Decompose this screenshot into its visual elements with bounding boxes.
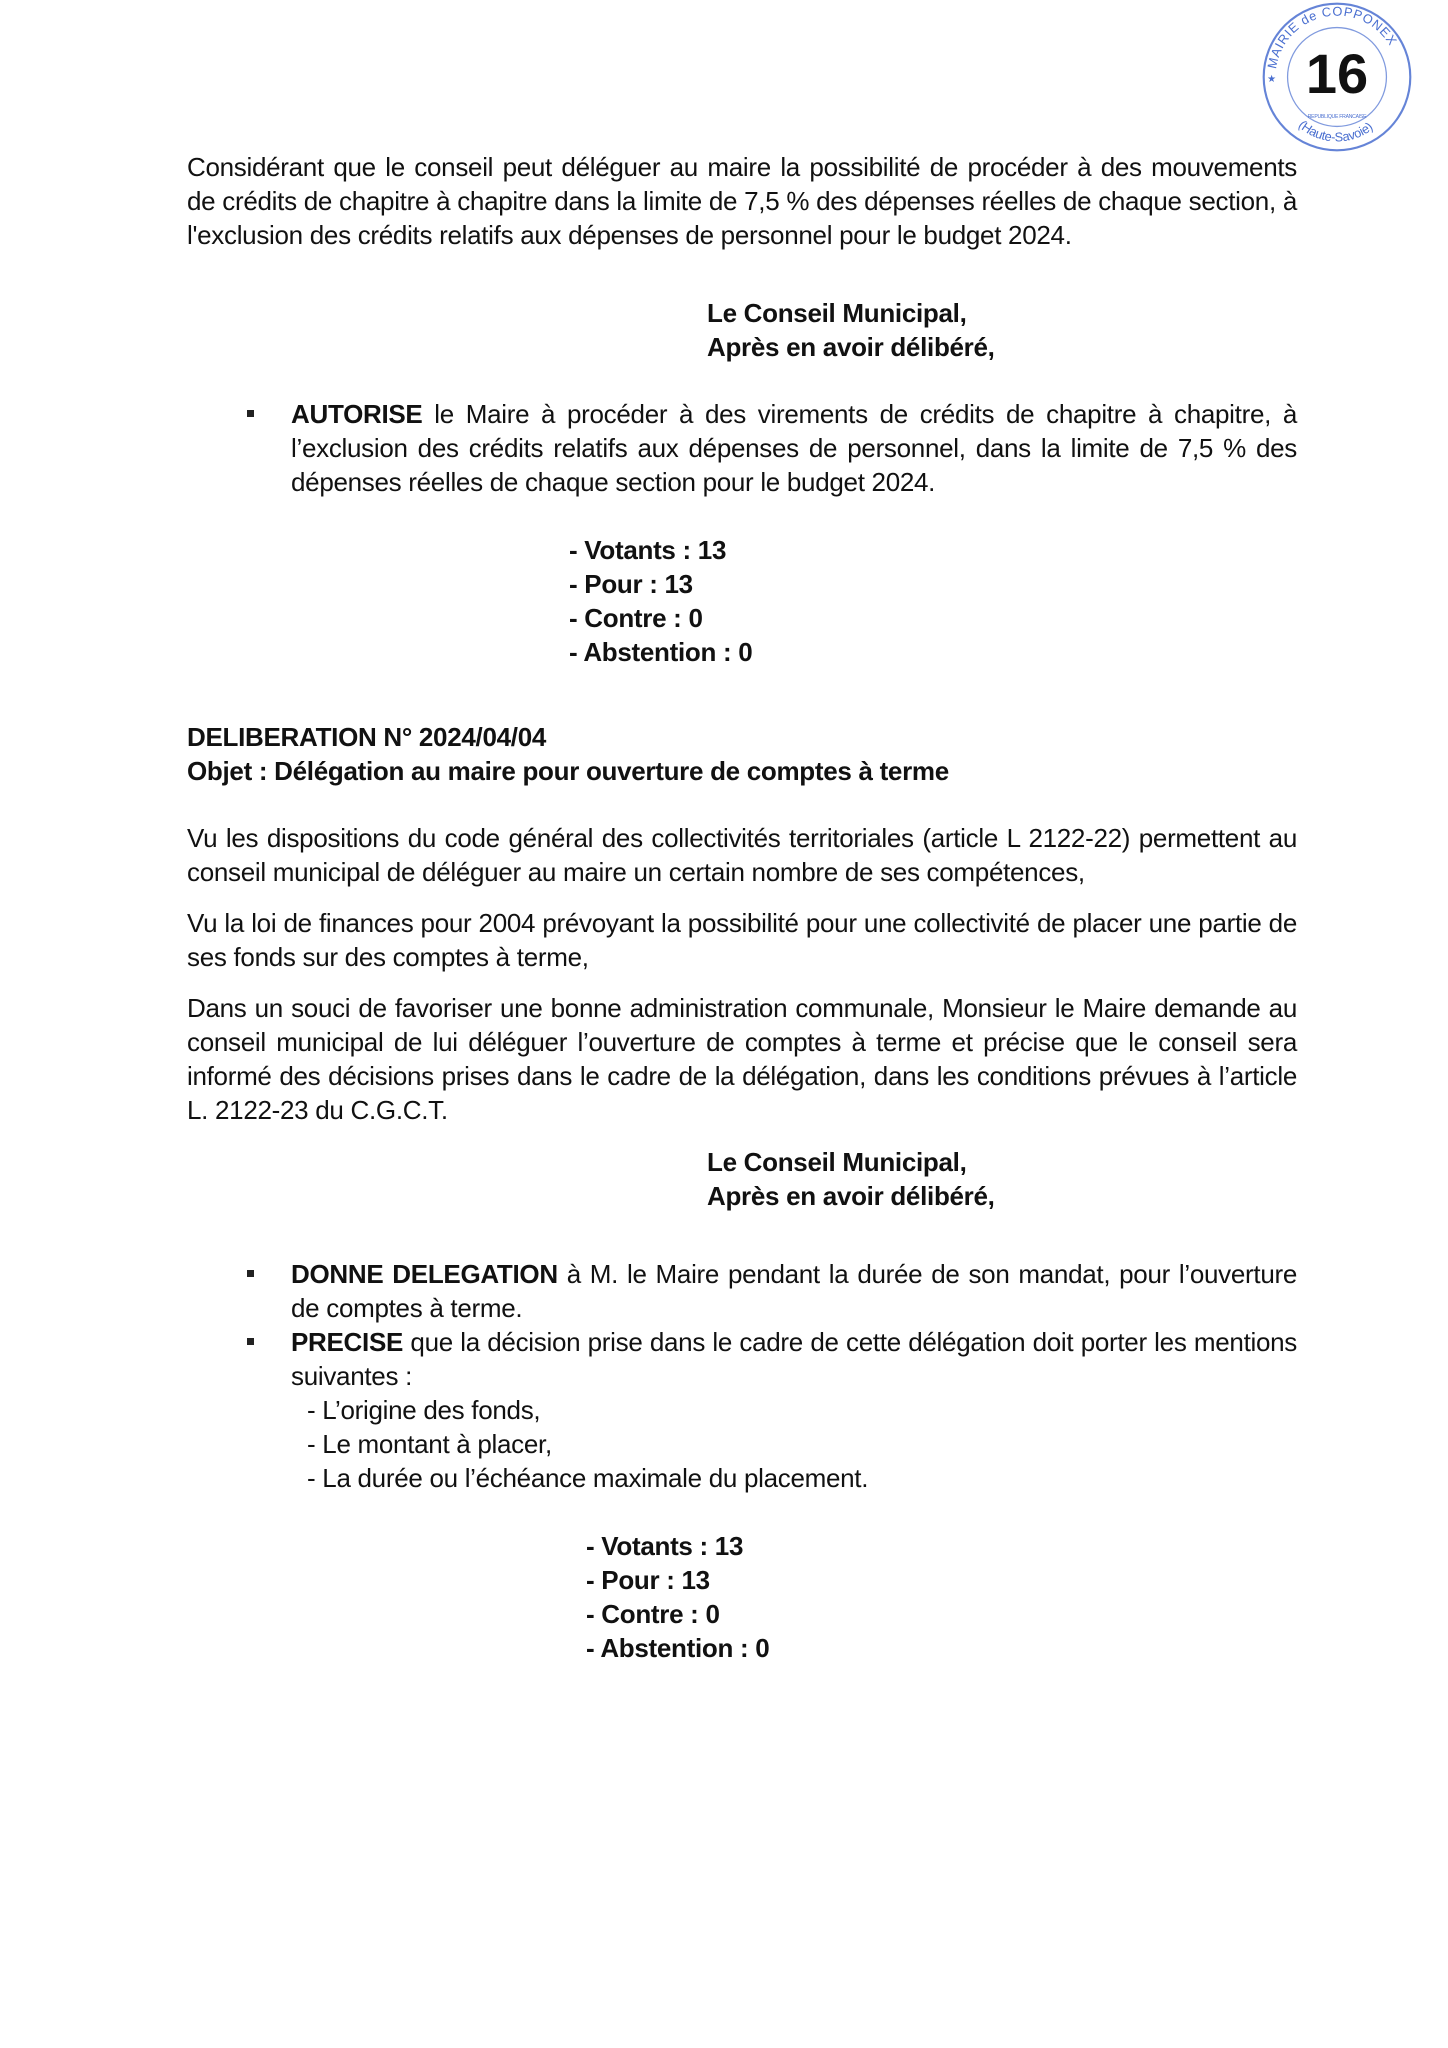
considerations <box>187 821 1297 1127</box>
intro-paragraph: Considérant que le conseil peut déléguer au maire la possibilité de procéder à des mouvements de crédits de chapitre à chapitre dans la limite de 7,5 % des dépenses réelles de chaque section, à l'exclusion des crédits relatifs aux dépenses de personnel pour le budget 2024. <box>187 152 1297 250</box>
deliberation-heading <box>187 720 1297 788</box>
votes-block-1 <box>569 533 1297 669</box>
bullet-icon <box>247 410 254 417</box>
svg-text:REPUBLIQUE FRANCAISE: REPUBLIQUE FRANCAISE <box>1307 113 1367 120</box>
decision-keyword: PRECISE <box>291 1327 404 1357</box>
council-heading-1 <box>707 296 1297 364</box>
votes-for: - Pour : 13 <box>586 1565 710 1595</box>
paragraph: Vu les dispositions du code général des collectivités territoriales (article L 2122-22) permettent au conseil municipal de déléguer au maire un certain nombre de ses compétences, <box>187 823 1297 887</box>
mention-item: - La durée ou l’échéance maximale du placement. <box>307 1463 869 1493</box>
decision-precise <box>247 1325 1297 1393</box>
svg-text:MAIRIE de COPPONEX: MAIRIE de COPPONEX <box>1264 3 1401 70</box>
decision-delegation <box>247 1257 1297 1325</box>
mentions-list <box>307 1393 1297 1495</box>
votes-voters: - Votants : 13 <box>586 1531 744 1561</box>
deliberated-line: Après en avoir délibéré, <box>707 332 995 362</box>
votes-voters: - Votants : 13 <box>569 535 727 565</box>
decision-keyword: DONNE DELEGATION <box>291 1259 558 1289</box>
deliberated-line: Après en avoir délibéré, <box>707 1181 995 1211</box>
svg-text:★: ★ <box>1267 74 1277 86</box>
decision-text: le Maire à procéder à des virements de crédits de chapitre à chapitre, à l’exclusion des crédits relatifs aux dépenses de personnel, dans la limite de 7,5 % des dépenses réelles de chaque section pour le budget 2024. <box>291 399 1297 497</box>
council-heading-2 <box>707 1145 1297 1213</box>
mention-item: - Le montant à placer, <box>307 1429 552 1459</box>
bullet-icon <box>247 1338 254 1345</box>
votes-against: - Contre : 0 <box>569 603 703 633</box>
decision-text: à M. le Maire pendant la durée de son mandat, pour l’ouverture de comptes à terme. <box>291 1259 1297 1323</box>
deliberation-number: DELIBERATION N° 2024/04/04 <box>187 722 547 752</box>
decision-authorise <box>247 397 1297 499</box>
votes-abstention: - Abstention : 0 <box>586 1633 770 1663</box>
decision-text: que la décision prise dans le cadre de cette délégation doit porter les mentions suivantes : <box>291 1327 1297 1391</box>
votes-abstention: - Abstention : 0 <box>569 637 753 667</box>
svg-text:(Haute-Savoie): (Haute-Savoie) <box>1295 117 1376 145</box>
votes-against: - Contre : 0 <box>586 1599 720 1629</box>
decision-keyword: AUTORISE <box>291 399 423 429</box>
paragraph: Dans un souci de favoriser une bonne administration communale, Monsieur le Maire demande au conseil municipal de lui déléguer l’ouverture de comptes à terme et précise que le conseil sera informé des décisions prises dans le cadre de la délégation, dans les conditions prévues à l’article L. 2122-23 du C.G.C.T. <box>187 993 1297 1125</box>
council-line: Le Conseil Municipal, <box>707 298 967 328</box>
paragraph: Vu la loi de finances pour 2004 prévoyant la possibilité pour une collectivité de placer une partie de ses fonds sur des comptes à terme, <box>187 908 1297 972</box>
deliberation-object: Objet : Délégation au maire pour ouverture de comptes à terme <box>187 756 949 786</box>
votes-for: - Pour : 13 <box>569 569 693 599</box>
mention-item: - L’origine des fonds, <box>307 1395 541 1425</box>
council-line: Le Conseil Municipal, <box>707 1147 967 1177</box>
bullet-icon <box>247 1270 254 1277</box>
votes-block-2 <box>586 1529 1297 1665</box>
page-number: 16 <box>1305 42 1369 105</box>
